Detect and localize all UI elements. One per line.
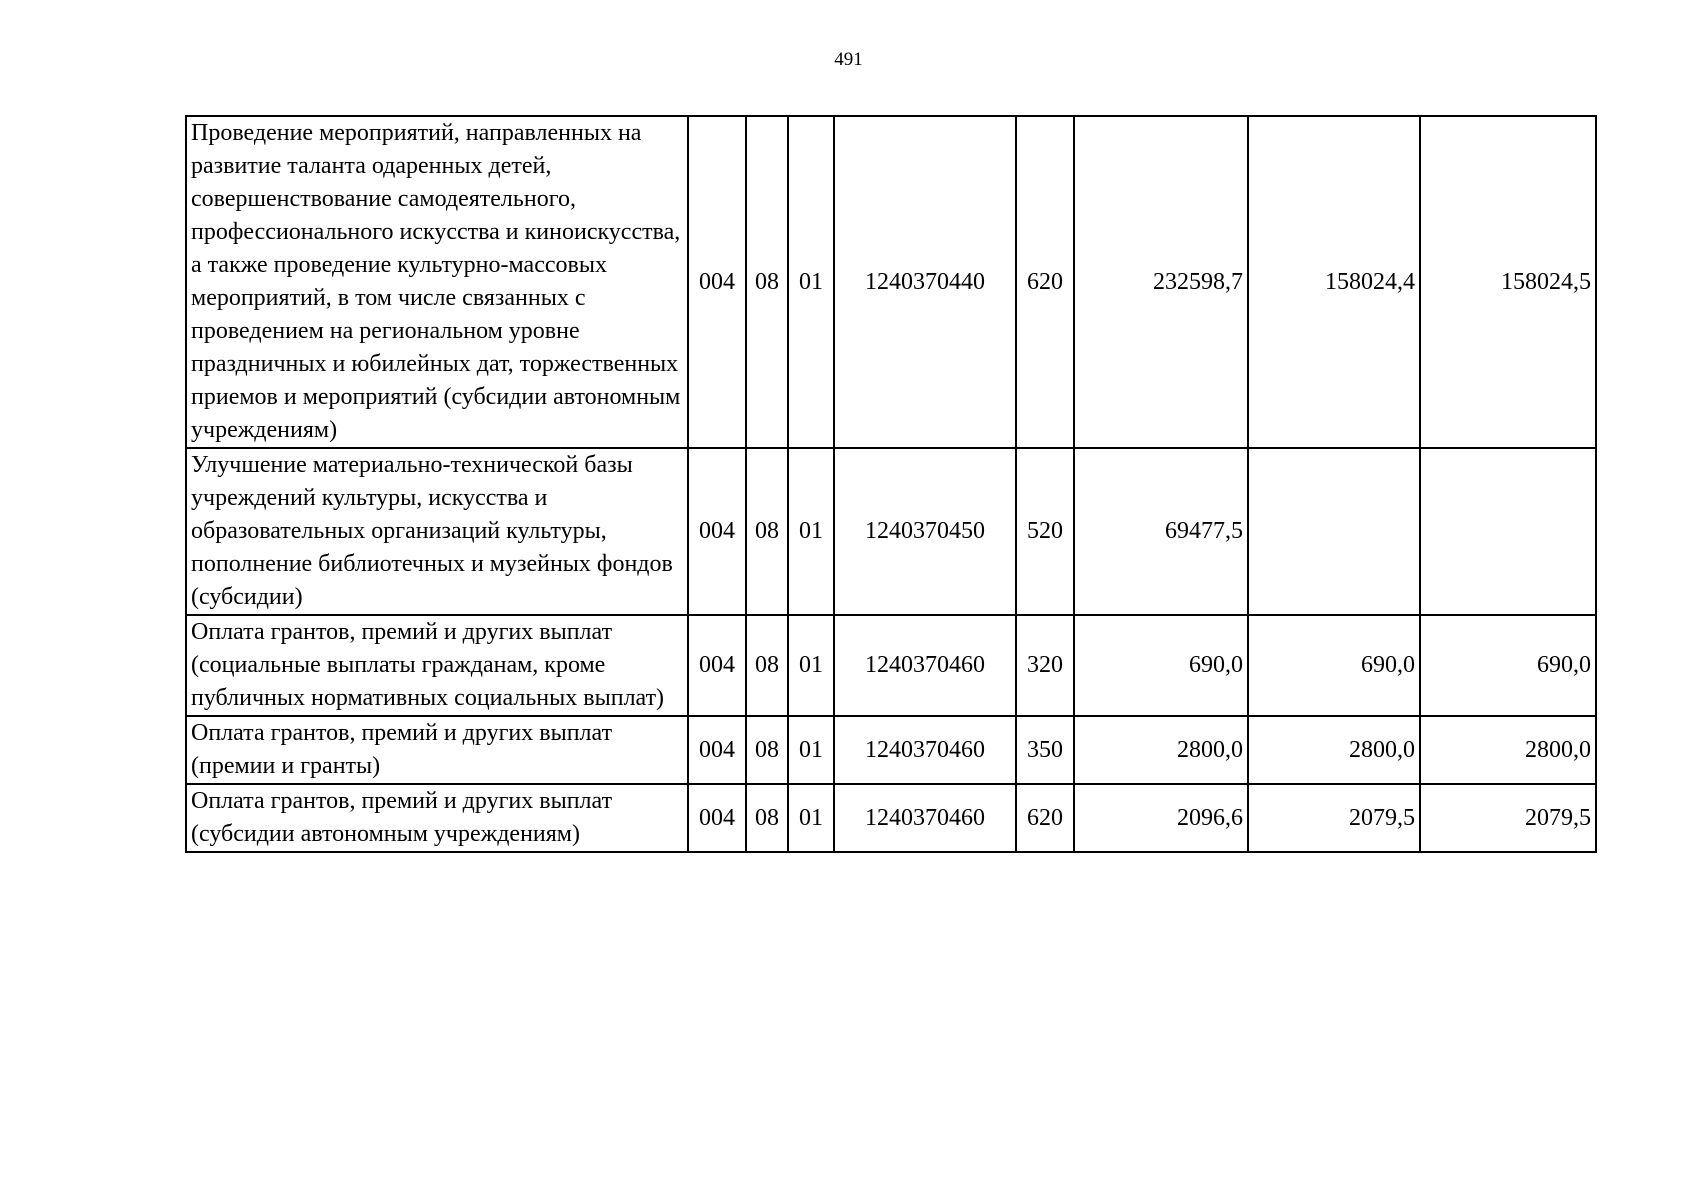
row-description: Оплата грантов, премий и других выплат (субсидии автономным учреждениям) [186,784,688,852]
page-number: 491 [834,49,863,70]
amount-3 [1420,448,1596,615]
target-article-code: 1240370440 [834,116,1016,448]
gov-code: 004 [688,716,746,784]
amount-3: 690,0 [1420,615,1596,716]
amount-1: 2096,6 [1074,784,1248,852]
amount-1: 2800,0 [1074,716,1248,784]
gov-code: 004 [688,116,746,448]
amount-2: 2079,5 [1248,784,1420,852]
target-article-code: 1240370450 [834,448,1016,615]
amount-3: 158024,5 [1420,116,1596,448]
row-description: Улучшение материально-технической базы учреждений культуры, искусства и образовательных организаций культуры, пополнение библиотечных и музейных фондов (субсидии) [186,448,688,615]
gov-code: 004 [688,784,746,852]
target-article-code: 1240370460 [834,716,1016,784]
amount-3: 2079,5 [1420,784,1596,852]
expense-type-code: 620 [1016,784,1074,852]
table-row [186,716,1596,784]
section-code: 08 [746,448,788,615]
target-article-code: 1240370460 [834,615,1016,716]
expense-type-code: 350 [1016,716,1074,784]
budget-table [185,115,1597,853]
target-article-code: 1240370460 [834,784,1016,852]
section-code: 08 [746,615,788,716]
gov-code: 004 [688,448,746,615]
section-code: 08 [746,784,788,852]
table-row [186,784,1596,852]
gov-code: 004 [688,615,746,716]
amount-2: 2800,0 [1248,716,1420,784]
section-code: 08 [746,716,788,784]
row-description: Проведение мероприятий, направленных на развитие таланта одаренных детей, совершенствование самодеятельного, профессионального искусства и киноискусства, а также проведение культурно-массовых мероприятий, в том числе связанных с проведением на региональном уровне праздничных и юбилейных дат, торжественных приемов и мероприятий (субсидии автономным учреждениям) [186,116,688,448]
amount-1: 232598,7 [1074,116,1248,448]
expense-type-code: 620 [1016,116,1074,448]
amount-2: 158024,4 [1248,116,1420,448]
amount-1: 690,0 [1074,615,1248,716]
expense-type-code: 520 [1016,448,1074,615]
subsection-code: 01 [788,448,834,615]
amount-1: 69477,5 [1074,448,1248,615]
table-row [186,448,1596,615]
amount-2: 690,0 [1248,615,1420,716]
expense-type-code: 320 [1016,615,1074,716]
row-description: Оплата грантов, премий и других выплат (премии и гранты) [186,716,688,784]
table-row [186,116,1596,448]
amount-2 [1248,448,1420,615]
table-row [186,615,1596,716]
subsection-code: 01 [788,615,834,716]
subsection-code: 01 [788,784,834,852]
subsection-code: 01 [788,716,834,784]
section-code: 08 [746,116,788,448]
amount-3: 2800,0 [1420,716,1596,784]
subsection-code: 01 [788,116,834,448]
row-description: Оплата грантов, премий и других выплат (социальные выплаты гражданам, кроме публичных нормативных социальных выплат) [186,615,688,716]
